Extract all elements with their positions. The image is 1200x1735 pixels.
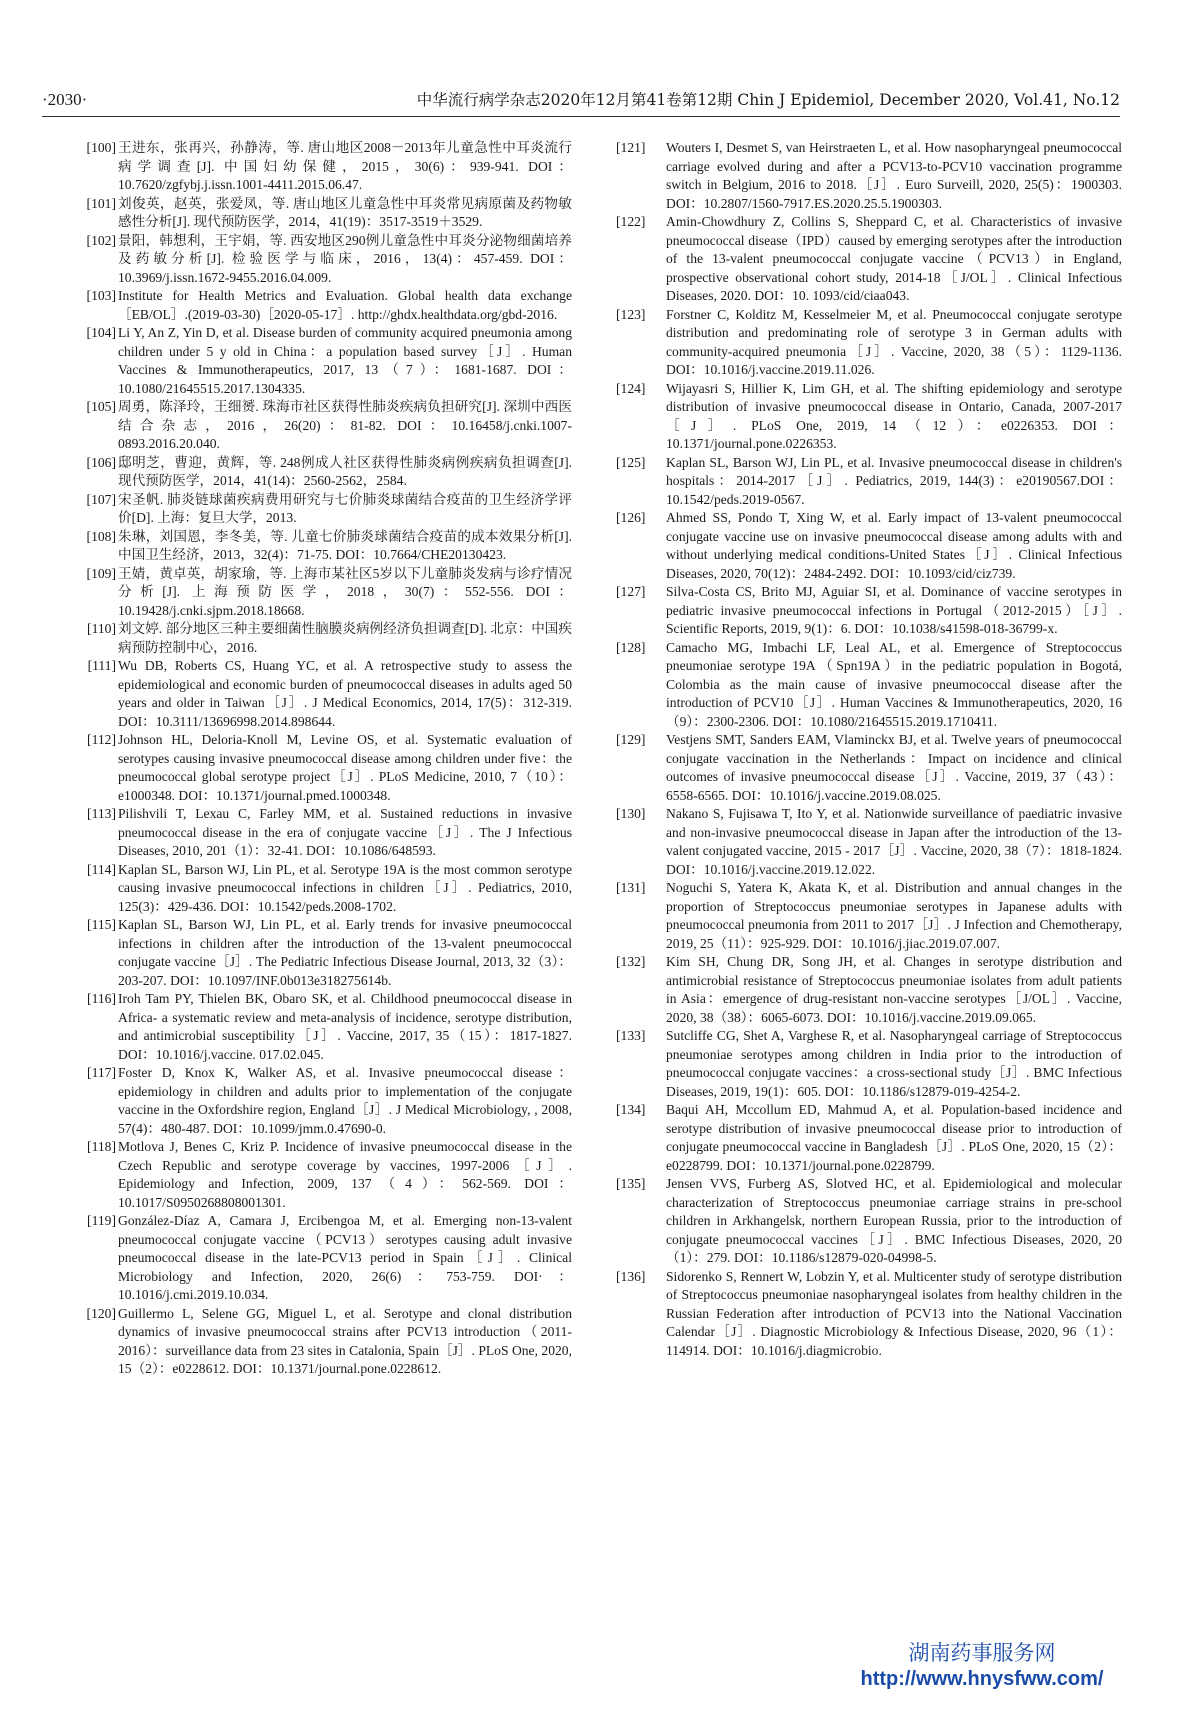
reference-entry xyxy=(42,139,572,195)
reference-number: [131] xyxy=(616,880,646,895)
reference-number: [128] xyxy=(616,639,646,655)
reference-text: 刘俊英，赵英，张爱凤，等. 唐山地区儿童急性中耳炎常见病原菌及药物敏感性分析[J]. 现代预防医学，2014，41(19)：3517-3519＋3529. xyxy=(118,195,572,229)
reference-text: 王进东，张再兴，孙静涛，等. 唐山地区2008－2013年儿童急性中耳炎流行病学调查[J]. 中国妇幼保健，2015，30(6)：939-941. DOI：10.7620/zgfybj.j.issn.1001-4411.2015.06.47. xyxy=(118,140,572,192)
reference-number: [121] xyxy=(616,140,646,155)
references-right-column xyxy=(616,139,1122,1360)
reference-number: [104] xyxy=(86,325,116,340)
reference-entry xyxy=(42,861,572,917)
reference-entry xyxy=(42,1305,572,1379)
reference-entry xyxy=(616,583,1122,639)
reference-text: 王婧，黄卓英，胡家瑜，等. 上海市某社区5岁以下儿童肺炎发病与诊疗情况分析[J]. 上海预防医学，2018，30(7)：552-556. DOI：10.19428/j.cnki.sjpm.2018.18668. xyxy=(118,565,572,618)
reference-number: [107] xyxy=(86,491,116,507)
reference-entry xyxy=(42,620,572,657)
reference-text: Wu DB, Roberts CS, Huang YC, et al. A retrospective study to assess the epidemiological and economic burden of pneumococcal diseases in adults aged 50 years and older in Taiwan［J］. J Medical Economics, 2014, 17(5)：312-319. DOI：10.3111/13696998.2014.898644. xyxy=(118,658,572,729)
reference-number: [115] xyxy=(87,917,116,932)
reference-text: Wijayasri S, Hillier K, Lim GH, et al. The shifting epidemiology and serotype distribution of invasive pneumococcal disease in Ontario, Canada, 2007-2017［J］. PLoS One, 2019, 14（12）：e0226353. DOI：10.1371/journal.pone.0226353. xyxy=(666,380,1122,451)
reference-text: Forstner C, Kolditz M, Kesselmeier M, et al. Pneumococcal conjugate serotype distribution and predominating role of serotype 3 in German adults with community-acquired pneumonia［J］. Vaccine, 2020, 38（5）：1129-1136. DOI：10.1016/j.vaccine.2019.11.026. xyxy=(666,306,1122,377)
reference-number: [125] xyxy=(616,454,646,470)
watermark-site-name: 湖南药事服务网 xyxy=(908,1641,1056,1665)
reference-entry xyxy=(42,528,572,565)
reference-text: Johnson HL, Deloria-Knoll M, Levine OS, et al. Systematic evaluation of serotypes causing invasive pneumococcal disease among children under five：the pneumococcal global serotype project［J］. PLoS Medicine, 2010, 7（10）：e1000348. DOI：10.1371/journal.pmed.1000348. xyxy=(118,732,572,803)
reference-text: Amin-Chowdhury Z, Collins S, Sheppard C, et al. Characteristics of invasive pneumococcal disease（IPD）caused by emerging serotypes after the introduction of the 13-valent pneumococcal conjugate vaccine（PCV13）in England, prospective observational cohort study, 2014-18［J/OL］. Clinical Infectious Diseases, 2020. DOI：10. 1093/cid/ciaa043. xyxy=(666,214,1122,303)
watermark xyxy=(842,1640,1122,1692)
reference-entry xyxy=(42,491,572,528)
reference-text: Silva-Costa CS, Brito MJ, Aguiar SI, et al. Dominance of vaccine serotypes in pediatric invasive pneumococcal infections in Portugal（2012-2015）［J］. Scientific Reports, 2019, 9(1)：6. DOI：10.1038/s41598-018-36799-x. xyxy=(666,584,1122,636)
reference-number: [118] xyxy=(87,1139,116,1154)
reference-text: Jensen VVS, Furberg AS, Slotved HC, et al. Epidemiological and molecular characterization of Streptococcus pneumoniae carriage strains in pre-school children in Arkhangelsk, northern European Russia, prior to the introduction of conjugate pneumococcal vaccines［J］. BMC Infectious Diseases, 2020, 20（1）：279. DOI：10.1186/s12879-020-04998-5. xyxy=(666,1176,1122,1265)
reference-entry xyxy=(616,639,1122,732)
reference-number: [135] xyxy=(616,1176,646,1191)
reference-entry xyxy=(616,454,1122,510)
reference-text: Baqui AH, Mccollum ED, Mahmud A, et al. Population-based incidence and serotype distribution of invasive pneumococcal disease prior to introduction of conjugate pneumococcal vaccine in Bangladesh［J］. PLoS One, 2020, 15（2）：e0228799. DOI：10.1371/journal.pone.0228799. xyxy=(666,1102,1122,1173)
reference-number: [130] xyxy=(616,806,646,821)
reference-entry xyxy=(42,1064,572,1138)
reference-number: [136] xyxy=(616,1268,646,1284)
reference-text: Kaplan SL, Barson WJ, Lin PL, et al. Invasive pneumococcal disease in children's hospitals：2014-2017［J］. Pediatrics, 2019, 144(3)：e20190567.DOI：10.1542/peds.2019-0567. xyxy=(666,454,1122,507)
reference-entry xyxy=(42,916,572,990)
reference-entry xyxy=(42,1212,572,1305)
reference-number: [120] xyxy=(86,1305,116,1321)
journal-running-head: 中华流行病学杂志2020年12月第41卷第12期 Chin J Epidemiol, December 2020, Vol.41, No.12 xyxy=(416,91,1120,109)
reference-number: [100] xyxy=(86,140,116,155)
page-number: ·2030· xyxy=(42,90,88,109)
reference-number: [129] xyxy=(616,732,646,747)
header-rule xyxy=(42,116,1120,117)
reference-text: Ahmed SS, Pondo T, Xing W, et al. Early impact of 13-valent pneumococcal conjugate vaccine use on invasive pneumococcal disease among adults with and without underlying medical conditions-United States［J］. Clinical Infectious Diseases, 2020, 70(12)：2484-2492. DOI：10.1093/cid/ciz739. xyxy=(666,510,1122,581)
reference-number: [109] xyxy=(86,565,116,581)
reference-text: Li Y, An Z, Yin D, et al. Disease burden of community acquired pneumonia among children under 5 y old in China：a population based survey［J］. Human Vaccines & Immunotherapeutics, 2017, 13（7）：1681-1687. DOI：10.1080/21645515.2017.1304335. xyxy=(118,325,572,396)
reference-entry xyxy=(42,1138,572,1212)
reference-text: Vestjens SMT, Sanders EAM, Vlaminckx BJ, et al. Twelve years of pneumococcal conjugate vaccination in the Netherlands：Impact on incidence and clinical outcomes of invasive pneumococcal disease［J］. Vaccine, 2019, 37（43）：6558-6565. DOI：10.1016/j.vaccine.2019.08.025. xyxy=(666,732,1122,803)
reference-text: Kim SH, Chung DR, Song JH, et al. Changes in serotype distribution and antimicrobial resistance of Streptococcus pneumoniae isolates from adult patients in Asia：emergence of drug-resistant non-vaccine serotypes［J/OL］. Vaccine, 2020, 38（38）：6065-6073. DOI：10.1016/j.vaccine.2019.09.065. xyxy=(666,954,1122,1025)
reference-entry xyxy=(616,1027,1122,1101)
reference-entry xyxy=(42,990,572,1064)
reference-entry xyxy=(42,324,572,398)
reference-entry xyxy=(616,213,1122,306)
reference-entry xyxy=(42,398,572,454)
reference-text: 景阳，韩想利，王宇娟，等. 西安地区290例儿童急性中耳炎分泌物细菌培养及药敏分析[J]. 检验医学与临床，2016，13(4)：457-459. DOI：10.3969/j.issn.1672-9455.2016.04.009. xyxy=(118,232,572,285)
reference-entry xyxy=(616,306,1122,380)
reference-text: Wouters I, Desmet S, van Heirstraeten L, et al. How nasopharyngeal pneumococcal carriage evolved during and after a PCV13-to-PCV10 vaccination programme switch in Belgium, 2016 to 2018.［J］. Euro Surveill, 2020, 25(5)：1900303. DOI：10.2807/1560-7917.ES.2020.25.5.1900303. xyxy=(666,140,1122,211)
reference-text: González-Díaz A, Camara J, Ercibengoa M, et al. Emerging non-13-valent pneumococcal conjugate vaccine（PCV13）serotypes causing adult invasive pneumococcal disease in the late-PCV13 period in Spain［J］. Clinical Microbiology and Infection, 2020, 26(6)：753-759. DOI·：10.1016/j.cmi.2019.10.034. xyxy=(118,1213,572,1302)
reference-number: [122] xyxy=(616,214,646,229)
reference-number: [117] xyxy=(87,1065,116,1080)
reference-text: Kaplan SL, Barson WJ, Lin PL, et al. Early trends for invasive pneumococcal infections in children after the introduction of the 13-valent pneumococcal conjugate vaccine［J］. The Pediatric Infectious Disease Journal, 2013, 32（3）：203-207. DOI：10.1097/INF.0b013e318275614b. xyxy=(118,917,572,988)
page-header xyxy=(42,88,1120,112)
reference-entry xyxy=(616,879,1122,953)
reference-text: Motlova J, Benes C, Kriz P. Incidence of invasive pneumococcal disease in the Czech Republic and serotype coverage by vaccines, 1997-2006［J］. Epidemiology and Infection, 2009, 137（4）：562-569. DOI：10.1017/S0950268808001301. xyxy=(118,1139,572,1210)
reference-entry xyxy=(616,1175,1122,1268)
reference-entry xyxy=(616,805,1122,879)
reference-number: [106] xyxy=(86,454,116,470)
reference-number: [116] xyxy=(87,991,116,1006)
reference-entry xyxy=(616,380,1122,454)
reference-number: [119] xyxy=(87,1213,116,1228)
reference-number: [102] xyxy=(86,232,116,248)
reference-text: 邸明芝，曹迎，黄辉，等. 248例成人社区获得性肺炎病例疾病负担调查[J]. 现代预防医学，2014，41(14)：2560-2562，2584. xyxy=(118,454,572,488)
reference-text: Pilishvili T, Lexau C, Farley MM, et al. Sustained reductions in invasive pneumococcal disease in the era of conjugate vaccine［J］. The J Infectious Diseases, 2010, 201（1）：32-41. DOI：10.1086/648593. xyxy=(118,806,572,858)
reference-text: Institute for Health Metrics and Evaluation. Global health data exchange［EB/OL］.(2019-03-30)［2020-05-17］. http://ghdx.healthdata.org/gbd-2016. xyxy=(118,288,572,322)
reference-number: [111] xyxy=(87,658,116,673)
reference-text: 周勇，陈泽玲，王细赟. 珠海市社区获得性肺炎疾病负担研究[J]. 深圳中西医结合杂志，2016，26(20)：81-82. DOI：10.16458/j.cnki.1007-0893.2016.20.040. xyxy=(118,399,572,451)
reference-entry xyxy=(42,731,572,805)
reference-entry xyxy=(42,805,572,861)
reference-text: Guillermo L, Selene GG, Miguel L, et al. Serotype and clonal distribution dynamics of invasive pneumococcal strains after PCV13 introduction（2011-2016）：surveillance data from 23 sites in Catalonia, Spain［J］. PLoS One, 2020, 15（2）：e0228612. DOI：10.1371/journal.pone.0228612. xyxy=(118,1305,572,1376)
reference-text: Sidorenko S, Rennert W, Lobzin Y, et al. Multicenter study of serotype distribution of Streptococcus pneumoniae nasopharyngeal isolates from healthy children in the Russian Federation after introduction of PCV13 into the National Vaccination Calendar［J］. Diagnostic Microbiology & Infectious Disease, 2020, 96（1）：114914. DOI：10.1016/j.diagmicrobio. xyxy=(666,1268,1122,1358)
reference-number: [103] xyxy=(86,288,116,303)
reference-number: [133] xyxy=(616,1028,646,1043)
watermark-url: http://www.hnysfww.com/ xyxy=(860,1668,1104,1690)
reference-number: [113] xyxy=(87,806,116,821)
reference-text: Iroh Tam PY, Thielen BK, Obaro SK, et al. Childhood pneumococcal disease in Africa- a systematic review and meta-analysis of incidence, serotype distribution, and antimicrobial susceptibility［J］. Vaccine, 2017, 35（15）：1817-1827. DOI：10.1016/j.vaccine. 017.02.045. xyxy=(118,991,572,1062)
reference-number: [127] xyxy=(616,584,646,599)
reference-entry xyxy=(616,731,1122,805)
reference-text: Foster D, Knox K, Walker AS, et al. Invasive pneumococcal disease：epidemiology in children and adults prior to implementation of the conjugate vaccine in the Oxfordshire region, England［J］. J Medical Microbiology, , 2008, 57(4)：480-487. DOI：10.1099/jmm.0.47690-0. xyxy=(118,1065,572,1136)
reference-text: 宋圣帆. 肺炎链球菌疾病费用研究与七价肺炎球菌结合疫苗的卫生经济学评价[D]. 上海：复旦大学，2013. xyxy=(118,491,572,525)
references-left-column xyxy=(42,139,572,1379)
reference-number: [132] xyxy=(616,954,646,969)
reference-number: [105] xyxy=(86,399,116,414)
reference-number: [123] xyxy=(616,306,646,322)
reference-number: [126] xyxy=(616,510,646,525)
reference-entry xyxy=(42,195,572,232)
reference-text: Sutcliffe CG, Shet A, Varghese R, et al. Nasopharyngeal carriage of Streptococcus pneumoniae serotypes among children in India prior to the introduction of pneumococcal conjugate vaccines：a cross-sectional study［J］. BMC Infectious Diseases, 2019, 19(1)：605. DOI：10.1186/s12879-019-4254-2. xyxy=(666,1028,1122,1099)
reference-entry xyxy=(42,232,572,288)
reference-number: [110] xyxy=(87,621,116,636)
reference-number: [108] xyxy=(86,528,116,544)
reference-entry xyxy=(42,565,572,621)
reference-entry xyxy=(616,953,1122,1027)
reference-text: Kaplan SL, Barson WJ, Lin PL, et al. Serotype 19A is the most common serotype causing invasive pneumococcal infections in children［J］. Pediatrics, 2010, 125(3)：429-436. DOI：10.1542/peds.2008-1702. xyxy=(118,861,572,914)
reference-entry xyxy=(616,1268,1122,1361)
reference-number: [124] xyxy=(616,380,646,396)
reference-number: [101] xyxy=(86,195,116,211)
reference-text: Camacho MG, Imbachi LF, Leal AL, et al. Emergence of Streptococcus pneumoniae serotype 19A（Spn19A）in the pediatric population in Bogotá, Colombia as the main cause of invasive pneumococcal disease after the introduction of PCV10［J］. Human Vaccines & Immunotherapeutics, 2020, 16（9）：2300-2306. DOI：10.1080/21645515.2019.1710411. xyxy=(666,639,1122,729)
reference-entry xyxy=(42,454,572,491)
reference-entry xyxy=(42,287,572,324)
reference-number: [114] xyxy=(87,861,116,877)
reference-entry xyxy=(616,509,1122,583)
reference-text: 朱琳，刘国恩，李冬美，等. 儿童七价肺炎球菌结合疫苗的成本效果分析[J]. 中国卫生经济，2013，32(4)：71-75. DOI：10.7664/CHE20130423. xyxy=(118,528,572,562)
reference-text: 刘文婷. 部分地区三种主要细菌性脑膜炎病例经济负担调查[D]. 北京：中国疾病预防控制中心，2016. xyxy=(118,621,572,655)
reference-entry xyxy=(42,657,572,731)
reference-entry xyxy=(616,1101,1122,1175)
reference-number: [134] xyxy=(616,1102,646,1117)
reference-number: [112] xyxy=(87,732,116,747)
reference-text: Noguchi S, Yatera K, Akata K, et al. Distribution and annual changes in the proportion of Streptococcus pneumoniae serotypes in Japanese adults with pneumococcal pneumonia from 2011 to 2017［J］. J Infection and Chemotherapy, 2019, 25（11）：925-929. DOI：10.1016/j.jiac.2019.07.007. xyxy=(666,880,1122,951)
reference-entry xyxy=(616,139,1122,213)
reference-text: Nakano S, Fujisawa T, Ito Y, et al. Nationwide surveillance of paediatric invasive and non-invasive pneumococcal disease in Japan after the introduction of the 13-valent conjugated vaccine, 2015 - 2017［J］. Vaccine, 2020, 38（7）：1818-1824. DOI：10.1016/j.vaccine.2019.12.022. xyxy=(666,806,1122,877)
